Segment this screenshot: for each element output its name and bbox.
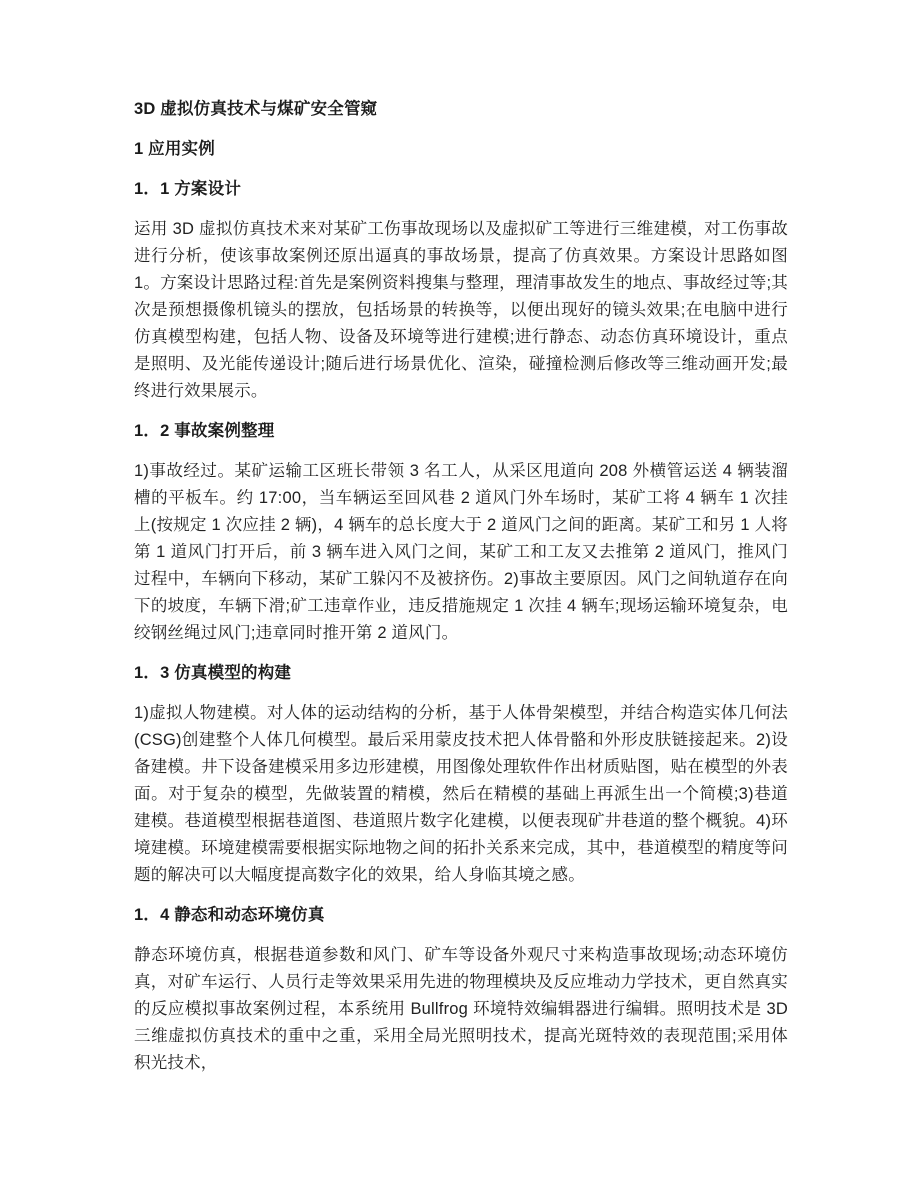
section-heading-1-3: 1．3 仿真模型的构建 [134, 664, 292, 682]
section-heading-1-4: 1．4 静态和动态环境仿真 [134, 906, 325, 924]
section-heading-1-1: 1．1 方案设计 [134, 180, 242, 198]
chapter-heading-1: 1 应用实例 [134, 140, 215, 158]
section-1-1 [134, 176, 788, 405]
section-paragraph-1-4: 静态环境仿真，根据巷道参数和风门、矿车等设备外观尺寸来构造事故现场;动态环境仿真，对矿车运行、人员行走等效果采用先进的物理模块及反应堆动力学技术，更自然真实的反应模拟事故案例过程，本系统用 Bullfrog 环境特效编辑器进行编辑。照明技术是 3D 三维虚拟仿真技术的重中之重，采用全局光照明技术，提高光斑特效的表现范围;采用体积光技术， [134, 946, 788, 1072]
section-paragraph-1-2: 1)事故经过。某矿运输工区班长带领 3 名工人，从采区甩道向 208 外横管运送 4 辆装溜槽的平板车。约 17:00，当车辆运至回风巷 2 道风门外车场时，某矿工将 4 辆车 1 次挂上(按规定 1 次应挂 2 辆)，4 辆车的总长度大于 2 道风门之间的距离。某矿工和另 1 人将第 1 道风门打开后，前 3 辆车进入风门之间，某矿工和工友又去推第 2 道风门，推风门过程中，车辆向下移动，某矿工躲闪不及被挤伤。2)事故主要原因。风门之间轨道存在向下的坡度，车辆下滑;矿工违章作业，违反措施规定 1 次挂 4 辆车;现场运输环境复杂，电绞钢丝绳过风门;违章同时推开第 2 道风门。 [134, 462, 788, 642]
section-1-3 [134, 660, 788, 889]
section-heading-1-2: 1．2 事故案例整理 [134, 422, 275, 440]
section-paragraph-1-1: 运用 3D 虚拟仿真技术来对某矿工伤事故现场以及虚拟矿工等进行三维建模，对工伤事故进行分析，使该事故案例还原出逼真的事故场景，提高了仿真效果。方案设计思路如图 1。方案设计思路过程:首先是案例资料搜集与整理，理清事故发生的地点、事故经过等;其次是预想摄像机镜头的摆放，包括场景的转换等，以便出现好的镜头效果;在电脑中进行仿真模型构建，包括人物、设备及环境等进行建模;进行静态、动态仿真环境设计，重点是照明、及光能传递设计;随后进行场景优化、渲染，碰撞检测后修改等三维动画开发;最终进行效果展示。 [134, 220, 788, 400]
document-page [134, 96, 788, 1090]
section-1-4 [134, 902, 788, 1077]
section-paragraph-1-3: 1)虚拟人物建模。对人体的运动结构的分析，基于人体骨架模型，并结合构造实体几何法(CSG)创建整个人体几何模型。最后采用蒙皮技术把人体骨骼和外形皮肤链接起来。2)设备建模。井下设备建模采用多边形建模，用图像处理软件作出材质贴图，贴在模型的外表面。对于复杂的模型，先做装置的精模，然后在精模的基础上再派生出一个简模;3)巷道建模。巷道模型根据巷道图、巷道照片数字化建模，以便表现矿井巷道的整个概貌。4)环境建模。环境建模需要根据实际地物之间的拓扑关系来完成，其中，巷道模型的精度等问题的解决可以大幅度提高数字化的效果，给人身临其境之感。 [134, 704, 788, 884]
section-1-2 [134, 418, 788, 647]
document-title: 3D 虚拟仿真技术与煤矿安全管窥 [134, 100, 378, 118]
